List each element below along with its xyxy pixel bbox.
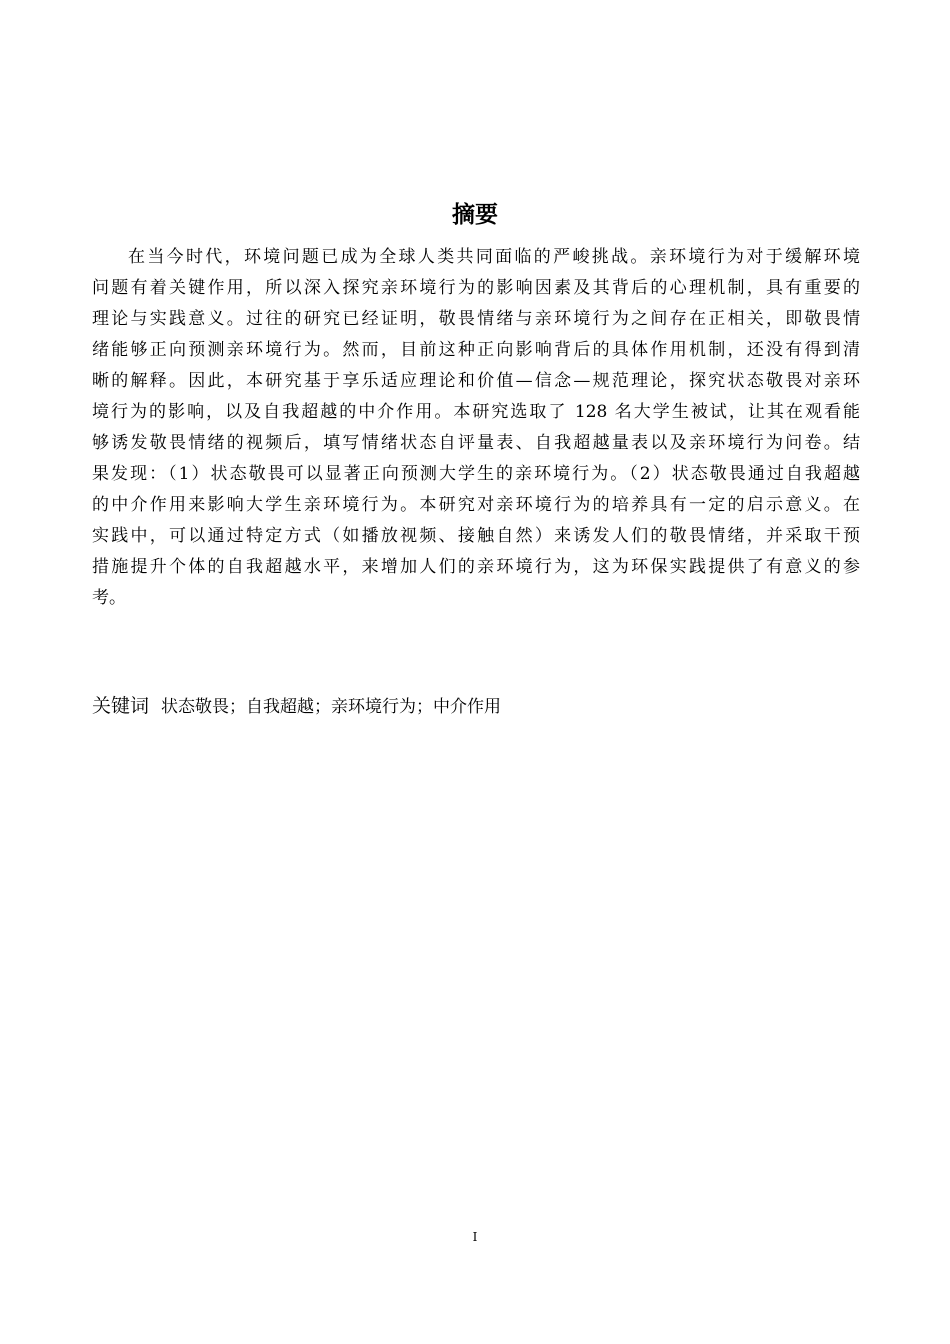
abstract-title: 摘要: [452, 202, 498, 228]
abstract-line: 理论与实践意义。过往的研究已经证明，敬畏情绪与亲环境行为之间存在正相关，即敬畏情: [92, 309, 860, 329]
keywords-line: [92, 691, 860, 722]
keywords-text: 状态敬畏；自我超越；亲环境行为；中介作用: [161, 697, 502, 717]
abstract-line: 绪能够正向预测亲环境行为。然而，目前这种正向影响背后的具体作用机制，还没有得到清: [92, 340, 860, 360]
abstract-line: 问题有着关键作用，所以深入探究亲环境行为的影响因素及其背后的心理机制，具有重要的: [92, 278, 860, 298]
abstract-line: 的中介作用来影响大学生亲环境行为。本研究对亲环境行为的培养具有一定的启示意义。在: [92, 495, 860, 515]
abstract-line: 在当今时代，环境问题已成为全球人类共同面临的严峻挑战。亲环境行为对于缓解环境: [128, 247, 860, 267]
abstract-line: 措施提升个体的自我超越水平，来增加人们的亲环境行为，这为环保实践提供了有意义的参: [92, 557, 860, 577]
abstract-line: 够诱发敬畏情绪的视频后，填写情绪状态自评量表、自我超越量表以及亲环境行为问卷。结: [92, 433, 860, 453]
keywords-label: 关键词: [92, 695, 150, 717]
abstract-line: 果发现：（1）状态敬畏可以显著正向预测大学生的亲环境行为。（2）状态敬畏通过自我超越: [92, 464, 860, 484]
abstract-line: 考。: [92, 588, 126, 608]
abstract-line: 实践中，可以通过特定方式（如播放视频、接触自然）来诱发人们的敬畏情绪，并采取干预: [92, 526, 860, 546]
abstract-body: [92, 242, 860, 614]
page-number: I: [472, 1230, 478, 1244]
abstract-line: 境行为的影响，以及自我超越的中介作用。本研究选取了 128 名大学生被试，让其在观看能: [92, 402, 860, 422]
abstract-line: 晰的解释。因此，本研究基于享乐适应理论和价值—信念—规范理论，探究状态敬畏对亲环: [92, 371, 860, 391]
